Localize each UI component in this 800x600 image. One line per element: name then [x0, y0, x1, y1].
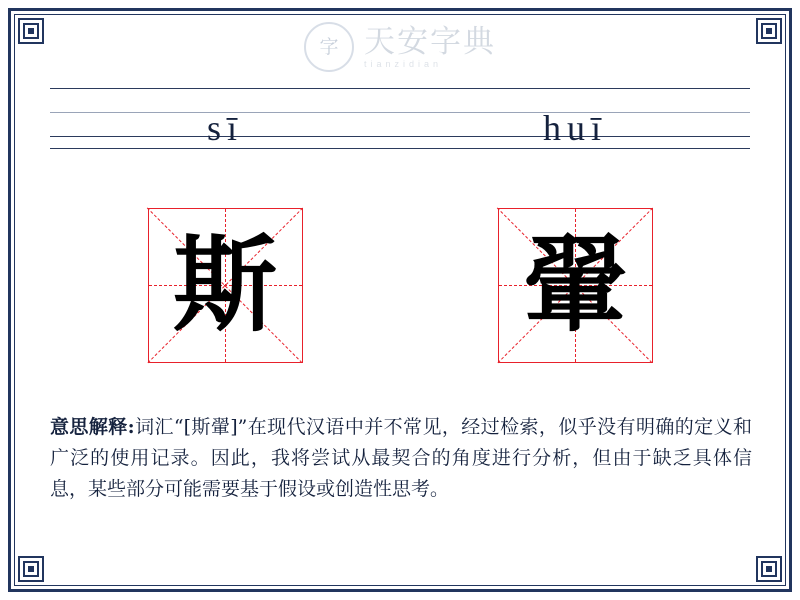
character-row [50, 205, 750, 365]
tianzige-grid-1 [148, 208, 303, 363]
character-glyph-2: 翬 [522, 223, 627, 346]
logo-text [364, 23, 496, 69]
seal-icon: 字 [304, 22, 354, 72]
corner-ornament-bottom-left [18, 556, 44, 582]
site-logo [0, 18, 800, 76]
pinyin-staff [50, 88, 750, 164]
corner-ornament-bottom-right [756, 556, 782, 582]
character-cell-1 [50, 205, 400, 365]
explanation-text: 词汇“[斯翬]”在现代汉语中并不常见，经过检索，似乎没有明确的定义和广泛的使用记录。因此，我将尝试从最契合的角度进行分析，但由于缺乏具体信息，某些部分可能需要基于假设或创造性思考。 [50, 416, 752, 500]
pinyin-text-2: huī [542, 108, 607, 148]
staff-line-bottom [50, 148, 750, 149]
pinyin-text-1: sī [206, 108, 243, 148]
explanation-label: 意思解释: [50, 416, 135, 438]
explanation-block [50, 412, 752, 505]
character-cell-2 [400, 205, 750, 365]
character-glyph-1: 斯 [172, 223, 277, 346]
pinyin-row [50, 88, 750, 148]
logo-title: 天安字典 [364, 23, 496, 59]
tianzige-grid-2 [498, 208, 653, 363]
pinyin-cell-2 [400, 88, 750, 148]
logo-subtitle: tianzidian [364, 58, 443, 69]
pinyin-cell-1 [50, 88, 400, 148]
